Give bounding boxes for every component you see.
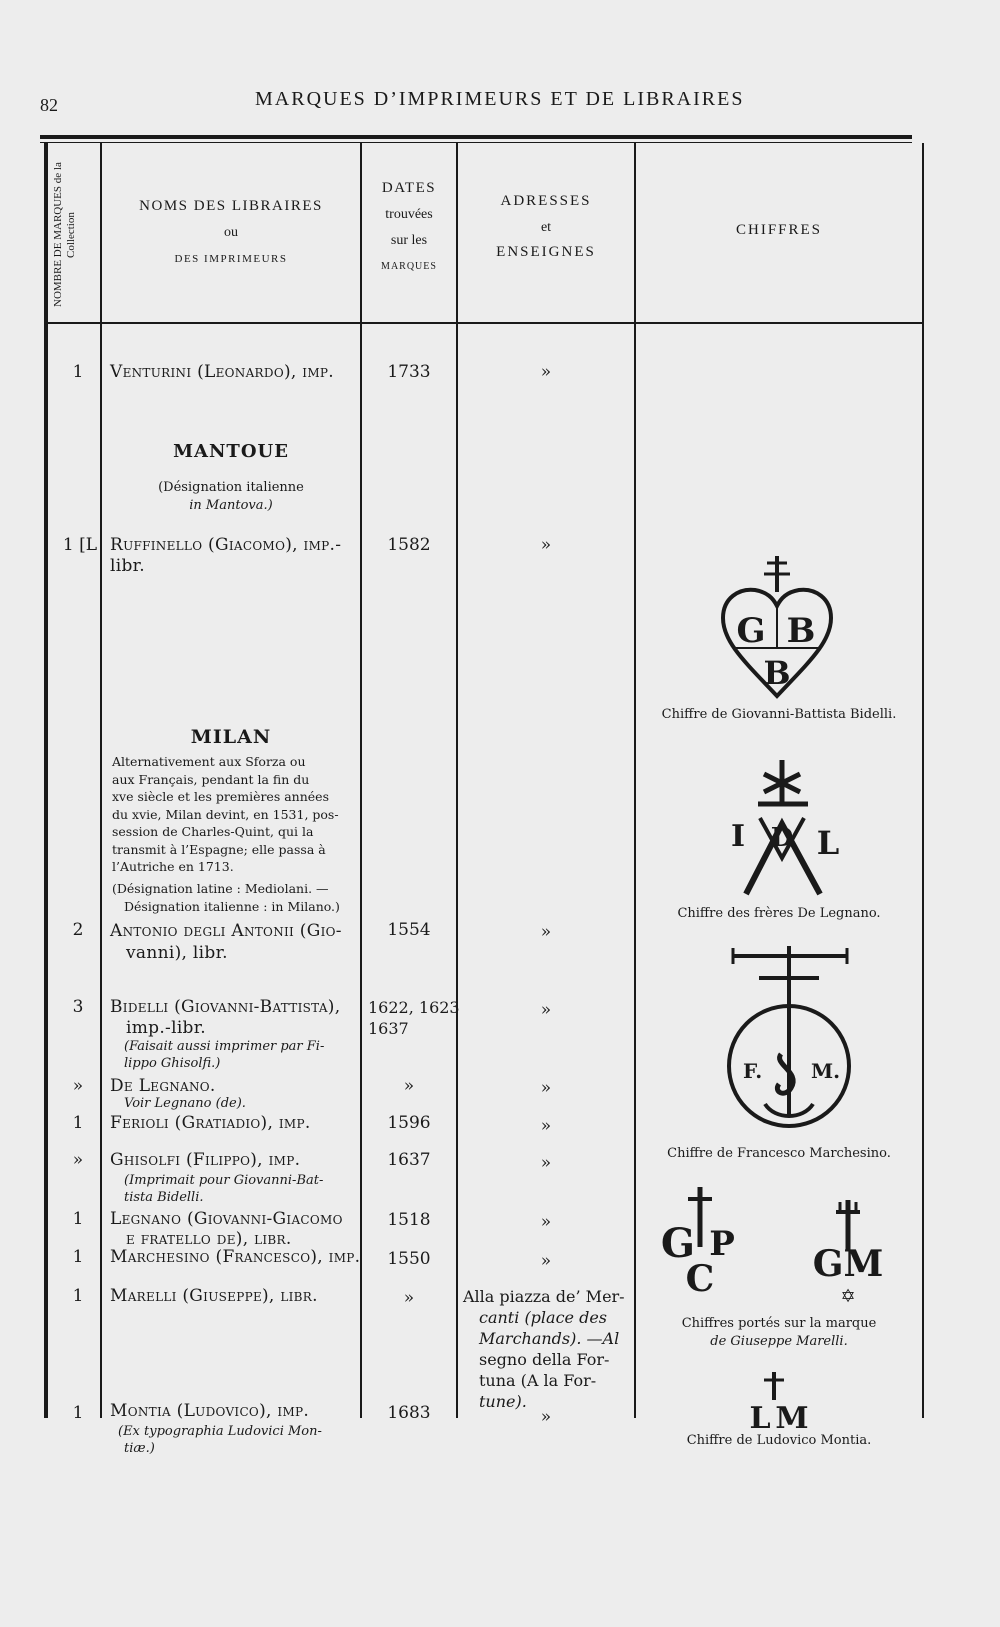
- bidelli-date-line2: 1637: [368, 1019, 409, 1038]
- milan-para-line7: l’Autriche en 1713.: [112, 859, 234, 874]
- montia-note-line2: tiæ.): [124, 1441, 155, 1456]
- bidelli-cipher-caption: Chiffre de Giovanni-Battista Bidelli.: [661, 707, 897, 722]
- col-header-names-line3: DES IMPRIMEURS: [174, 253, 288, 265]
- marelli-monogram-gm: [806, 1198, 886, 1310]
- ghisolfi-count: »: [72, 1150, 84, 1170]
- col-header-names-line1: NOMS DES LIBRAIRES: [139, 198, 323, 214]
- milan-para-line4: du xvie, Milan devint, en 1531, pos-: [112, 806, 339, 822]
- legnano-ref-addr: »: [540, 1078, 552, 1098]
- marelli-addr-line3: Marchands). —Al: [479, 1329, 620, 1348]
- ferioli-addr: »: [540, 1116, 552, 1136]
- marelli-cipher-letter-c: C: [685, 1258, 715, 1297]
- marchesino-addr: »: [540, 1251, 552, 1271]
- marelli-name: Marelli (Giuseppe), libr.: [110, 1286, 318, 1306]
- col-header-addresses-line2: et: [540, 220, 552, 235]
- bidelli-addr: »: [540, 1000, 552, 1020]
- bidelli-name-line2: imp.-libr.: [126, 1018, 207, 1038]
- col-header-names: [104, 198, 358, 265]
- legnano-monogram: [724, 758, 854, 898]
- marelli-addr-line2: canti (place des: [479, 1308, 608, 1327]
- ghisolfi-date: 1637: [387, 1150, 431, 1170]
- marelli-cipher-letter-p: P: [709, 1224, 735, 1264]
- col-divider-4: [634, 143, 636, 1418]
- col-header-dates: [362, 180, 456, 272]
- marchesino-count: 1: [72, 1247, 84, 1267]
- mantoue-note: [104, 479, 358, 515]
- marchesino-date: 1550: [387, 1249, 431, 1269]
- marelli-addr-line4: segno della For-: [479, 1350, 610, 1369]
- ruffinello-addr: »: [540, 535, 552, 555]
- page-number: 82: [40, 95, 58, 115]
- antonio-name: [110, 920, 342, 964]
- montia-cipher-letter-m: M: [775, 1401, 809, 1432]
- montia-count: 1: [72, 1403, 84, 1423]
- ruffinello-name: [110, 535, 341, 577]
- legnano-cipher-caption: Chiffre des frères De Legnano.: [677, 906, 881, 921]
- milan-note-line2: Désignation italienne : in Milano.): [124, 899, 340, 914]
- col-header-dates-line1: DATES: [381, 180, 437, 196]
- col-header-names-line2: ou: [224, 225, 238, 240]
- milan-para-line3: xve siècle et les premières années: [112, 789, 329, 804]
- marelli-cipher-caption-line1: Chiffres portés sur la marque: [681, 1316, 877, 1331]
- running-head: MARQUES D’IMPRIMEURS ET DE LIBRAIRES: [255, 88, 745, 110]
- marchesino-cipher-caption: Chiffre de Francesco Marchesino.: [667, 1146, 891, 1161]
- legnano-name-line2: e fratello de), libr.: [126, 1229, 292, 1249]
- top-rule-thin: [40, 142, 912, 143]
- col-header-dates-line4: MARQUES: [381, 261, 437, 272]
- ruffinello-date: 1582: [387, 535, 431, 555]
- venturini-name: Venturini (Leonardo), imp.: [110, 362, 334, 382]
- ferioli-count: 1: [72, 1113, 84, 1133]
- col-divider-1: [100, 143, 102, 1418]
- milan-note-line1: (Désignation latine : Mediolani. —: [112, 881, 329, 896]
- ruffinello-name-line2: libr.: [110, 556, 145, 576]
- montia-note: [118, 1423, 322, 1457]
- ghisolfi-addr: »: [540, 1153, 552, 1173]
- legnano-count: 1: [72, 1209, 84, 1229]
- bidelli-note-line2: lippo Ghisolfi.): [124, 1056, 221, 1071]
- col-header-dates-line3: sur les: [390, 233, 428, 248]
- bidelli-note: [124, 1038, 324, 1072]
- legnano-ref-note: Voir Legnano (de).: [124, 1096, 246, 1111]
- montia-cipher-caption: Chiffre de Ludovico Montia.: [686, 1433, 872, 1448]
- marchesino-cipher-letter-m: M.: [811, 1059, 841, 1083]
- milan-paragraph: [112, 753, 358, 876]
- bidelli-heart-monogram: [715, 552, 839, 700]
- antonio-name-line2: vanni), libr.: [126, 943, 228, 963]
- milan-para-line5: session de Charles-Quint, qui la: [112, 824, 314, 839]
- frame-left: [44, 143, 48, 1418]
- marelli-cipher-caption: [636, 1315, 922, 1351]
- bidelli-cipher-letter-b2: B: [763, 654, 791, 692]
- marelli-monogram-gpc: [660, 1185, 740, 1297]
- marchesino-anchor-monogram: [725, 944, 855, 1132]
- ghisolfi-name: Ghisolfi (Filippo), imp.: [110, 1150, 301, 1170]
- marelli-addr-line6: tune).: [479, 1392, 527, 1411]
- legnano-addr: »: [540, 1212, 552, 1232]
- top-rule: [40, 135, 912, 139]
- mantoue-title: MANTOUE: [173, 441, 289, 462]
- header-rule: [48, 322, 922, 324]
- legnano-cipher-letter-l: L: [816, 824, 840, 862]
- milan-note: [112, 880, 358, 916]
- col-header-dates-line2: trouvées: [385, 207, 433, 222]
- marelli-cipher-letters-gm: GM: [812, 1243, 884, 1285]
- col-header-addresses: [458, 193, 634, 261]
- marchesino-cipher-letter-f: F.: [743, 1059, 763, 1083]
- marchesino-name: Marchesino (Francesco), imp.: [110, 1247, 361, 1267]
- bidelli-note-line1: (Faisait aussi imprimer par Fi-: [124, 1039, 325, 1054]
- bidelli-count: 3: [72, 997, 84, 1017]
- montia-cipher-letter-l: L: [749, 1401, 771, 1432]
- marelli-count: 1: [72, 1286, 84, 1306]
- mantoue-note-line1: (Désignation italienne: [158, 480, 304, 495]
- ghisolfi-note-line1: (Imprimait pour Giovanni-Bat-: [124, 1173, 324, 1188]
- legnano-ref-name: De Legnano.: [110, 1076, 216, 1096]
- col-header-addresses-line3: ENSEIGNES: [496, 244, 596, 260]
- bidelli-name: [110, 997, 340, 1039]
- bidelli-cipher-letter-b1: B: [786, 611, 816, 651]
- bidelli-cipher-letter-g: G: [736, 611, 766, 651]
- venturini-addr: »: [540, 362, 552, 382]
- mantoue-note-line2: in Mantova.): [189, 498, 273, 513]
- milan-title: MILAN: [190, 726, 272, 748]
- legnano-cipher-letter-d: D: [770, 823, 794, 853]
- marelli-addr: [463, 1286, 631, 1412]
- antonio-date: 1554: [387, 920, 431, 940]
- legnano-ref-count: »: [72, 1076, 84, 1096]
- ghisolfi-note: [124, 1172, 323, 1206]
- marelli-addr-line1: Alla piazza de’ Mer-: [463, 1287, 625, 1306]
- antonio-count: 2: [72, 920, 84, 940]
- col-header-ciphers: CHIFFRES: [735, 222, 823, 238]
- marelli-cipher-caption-line2: de Giuseppe Marelli.: [710, 1334, 848, 1349]
- venturini-count: 1: [72, 362, 84, 382]
- milan-para-line1: Alternativement aux Sforza ou: [112, 754, 306, 769]
- ferioli-date: 1596: [387, 1113, 431, 1133]
- legnano-name: [110, 1209, 343, 1249]
- bidelli-name-line1: Bidelli (Giovanni-Battista),: [110, 997, 341, 1017]
- legnano-cipher-letter-i: I: [730, 819, 746, 854]
- antonio-addr: »: [540, 922, 552, 942]
- bidelli-dates: [368, 997, 460, 1039]
- ruffinello-count: 1 [L: [62, 535, 98, 555]
- montia-monogram: [746, 1370, 816, 1432]
- ruffinello-name-line1: Ruffinello (Giacomo), imp.-: [110, 535, 342, 555]
- montia-note-line1: (Ex typographia Ludovici Mon-: [118, 1424, 322, 1439]
- marelli-cipher-letter-g: G: [660, 1220, 696, 1267]
- antonio-name-line1: Antonio degli Antonii (Gio-: [110, 921, 342, 941]
- legnano-date: 1518: [387, 1210, 431, 1230]
- marelli-star-icon: ✡: [840, 1286, 856, 1307]
- bidelli-date-line1: 1622, 1623: [368, 998, 460, 1017]
- montia-date: 1683: [387, 1403, 431, 1423]
- venturini-date: 1733: [387, 362, 431, 382]
- montia-addr: »: [540, 1407, 552, 1427]
- milan-para-line6: transmit à l’Espagne; elle passa à: [112, 841, 326, 857]
- legnano-name-line1: Legnano (Giovanni-Giacomo: [110, 1209, 343, 1229]
- frame-right: [922, 143, 924, 1418]
- milan-para-line2: aux Français, pendant la fin du: [112, 771, 310, 787]
- legnano-ref-date: »: [403, 1076, 415, 1096]
- ghisolfi-note-line2: tista Bidelli.: [124, 1190, 204, 1205]
- ferioli-name: Ferioli (Gratiadio), imp.: [110, 1113, 311, 1133]
- col-header-count: NOMBRE DE MARQUES de la Collection: [52, 162, 77, 308]
- montia-name: Montia (Ludovico), imp.: [110, 1401, 310, 1421]
- marelli-date: »: [403, 1288, 415, 1308]
- marelli-addr-line5: tuna (A la For-: [479, 1371, 597, 1390]
- col-header-addresses-line1: ADRESSES: [500, 193, 592, 209]
